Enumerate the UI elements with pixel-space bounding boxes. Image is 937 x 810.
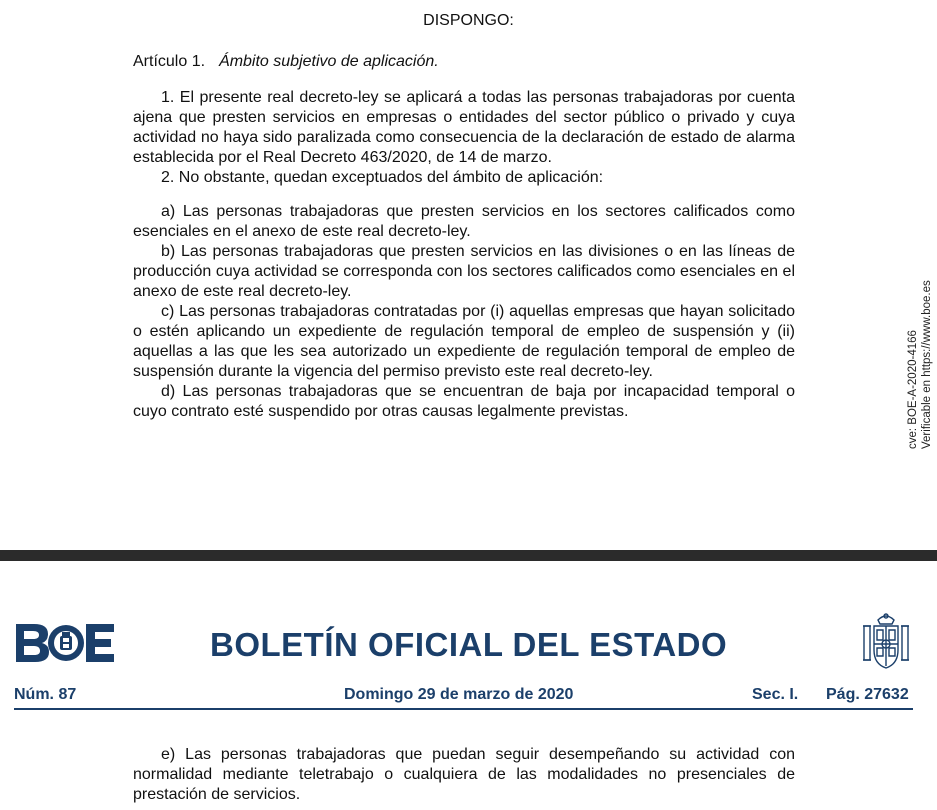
paragraph-1: 1. El presente real decreto-ley se aplicará a todas las personas trabajadoras por cuenta ajena que presten servicios en empresas o entidades del sector público o privado y cuya actividad no haya sido paralizada como consecuencia de la declaración de estado de alarma establecida por el Real Decreto 463/2020, de 14 de marzo. — [133, 89, 795, 166]
cve-code: cve: BOE-A-2020-4166 — [907, 330, 919, 449]
article-title: Ámbito subjetivo de aplicación. — [219, 53, 439, 70]
page-number: Pág. 27632 — [826, 686, 909, 703]
article-body — [133, 88, 795, 422]
article-heading — [133, 53, 439, 71]
paragraph-2: 2. No obstante, quedan exceptuados del ámbito de aplicación: — [161, 169, 604, 186]
item-d: d) Las personas trabajadoras que se encuentran de baja por incapacidad temporal o cuyo contrato esté suspendido por otras causas legalmente previstas. — [133, 383, 795, 420]
article-body-continued — [133, 745, 795, 805]
item-a: a) Las personas trabajadoras que presten servicios en los sectores calificados como esenciales en el anexo de este real decreto-ley. — [133, 203, 795, 240]
boe-logo — [14, 622, 116, 664]
item-c: c) Las personas trabajadoras contratadas por (i) aquellas empresas que hayan solicitado o estén aplicando un expediente de regulación temporal de empleo de suspensión y (ii) aquellas a las que les sea autorizado un expediente de regulación temporal de empleo de suspensión durante la vigencia del permiso previsto este real decreto-ley. — [133, 303, 795, 380]
coat-of-arms-icon — [860, 612, 912, 670]
heading-dispongo: DISPONGO: — [423, 12, 514, 29]
verification-note — [906, 280, 934, 449]
issue-number: Núm. 87 — [14, 686, 77, 703]
verify-link[interactable]: Verificable en https://www.boe.es — [921, 280, 933, 449]
article-label: Artículo 1. — [133, 53, 206, 70]
boe-header — [0, 600, 937, 703]
bulletin-title: BOLETÍN OFICIAL DEL ESTADO — [210, 626, 728, 663]
item-b: b) Las personas trabajadoras que presten servicios en las divisiones o en las líneas de producción cuya actividad se corresponda con los sectores calificados como esenciales en el anexo de este real decreto-ley. — [133, 243, 795, 300]
issue-date: Domingo 29 de marzo de 2020 — [344, 686, 574, 703]
section-label: Sec. I. — [752, 686, 799, 703]
header-rule — [14, 708, 913, 710]
page-break-bar — [0, 550, 937, 561]
item-e: e) Las personas trabajadoras que puedan seguir desempeñando su actividad con normalidad mediante teletrabajo o cualquiera de las modalidades no presenciales de prestación de servicios. — [133, 746, 795, 803]
